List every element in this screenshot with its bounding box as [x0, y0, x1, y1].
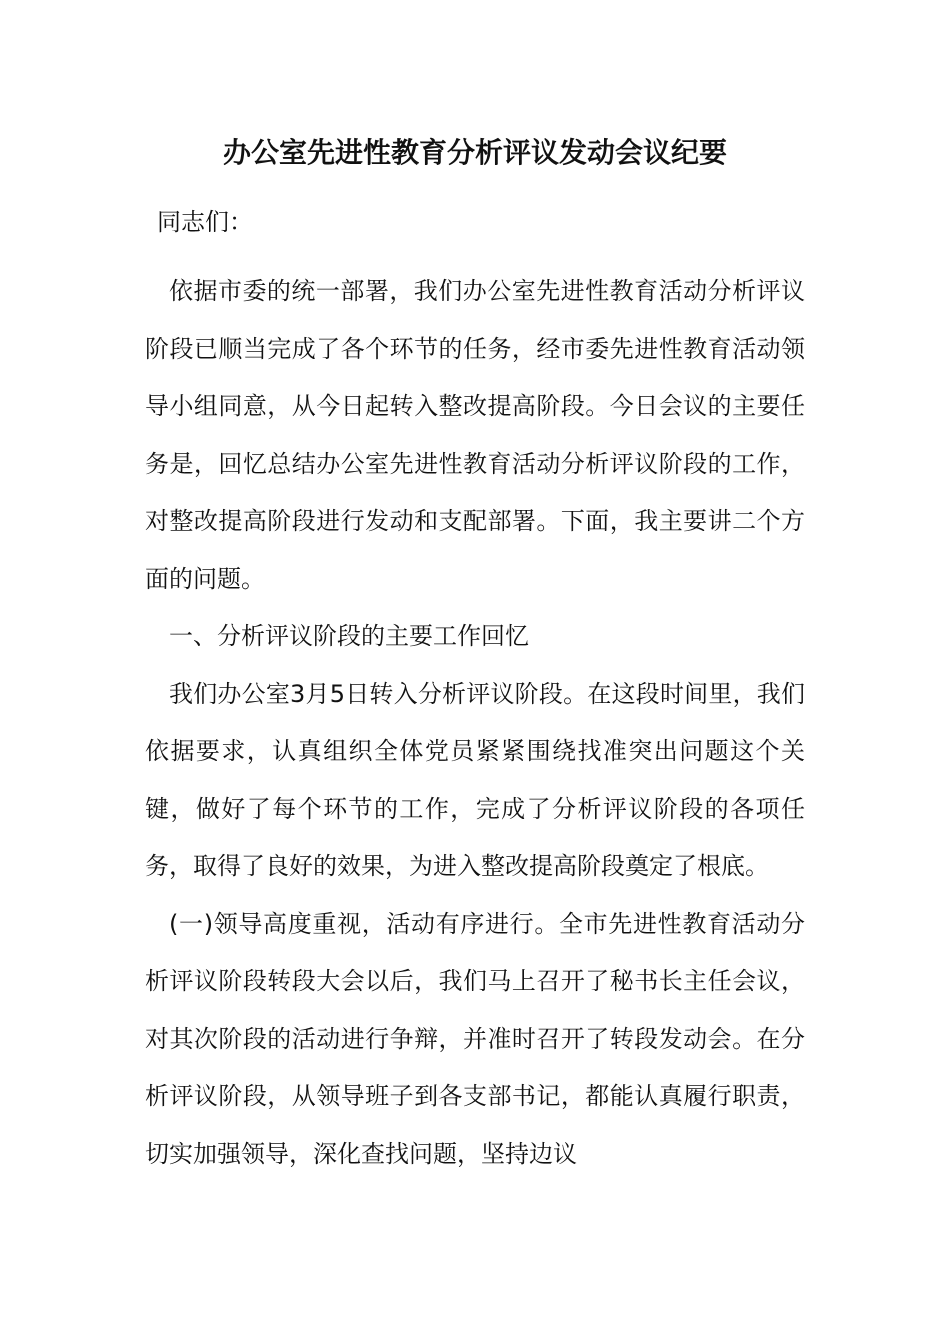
paragraph-leadership: (一)领导高度重视，活动有序进行。全市先进性教育活动分析评议阶段转段大会以后，我们马上召开了秘书长主任会议，对其次阶段的活动进行争辩，并准时召开了转段发动会。在分析评议阶段，从领导班子到各支部书记，都能认真履行职责，切实加强领导，深化查找问题，坚持边议 [145, 909, 805, 1168]
paragraph-review: 我们办公室3月5日转入分析评议阶段。在这段时间里，我们依据要求，认真组织全体党员紧紧围绕找准突出问题这个关键，做好了每个环节的工作，完成了分析评议阶段的各项任务，取得了良好的效果，为进入整改提高阶段奠定了根底。 [145, 679, 805, 880]
paragraph-intro: 依据市委的统一部署，我们办公室先进性教育活动分析评议阶段已顺当完成了各个环节的任务，经市委先进性教育活动领导小组同意，从今日起转入整改提高阶段。今日会议的主要任务是，回忆总结办公室先进性教育活动分析评议阶段的工作，对整改提高阶段进行发动和支配部署。下面，我主要讲二个方面的问题。 [145, 277, 805, 593]
document-body [145, 263, 805, 1183]
document-title: 办公室先进性教育分析评议发动会议纪要 [222, 136, 727, 169]
section-heading-1: 一、分析评议阶段的主要工作回忆 [169, 622, 529, 650]
salutation: 同志们： [157, 208, 253, 236]
